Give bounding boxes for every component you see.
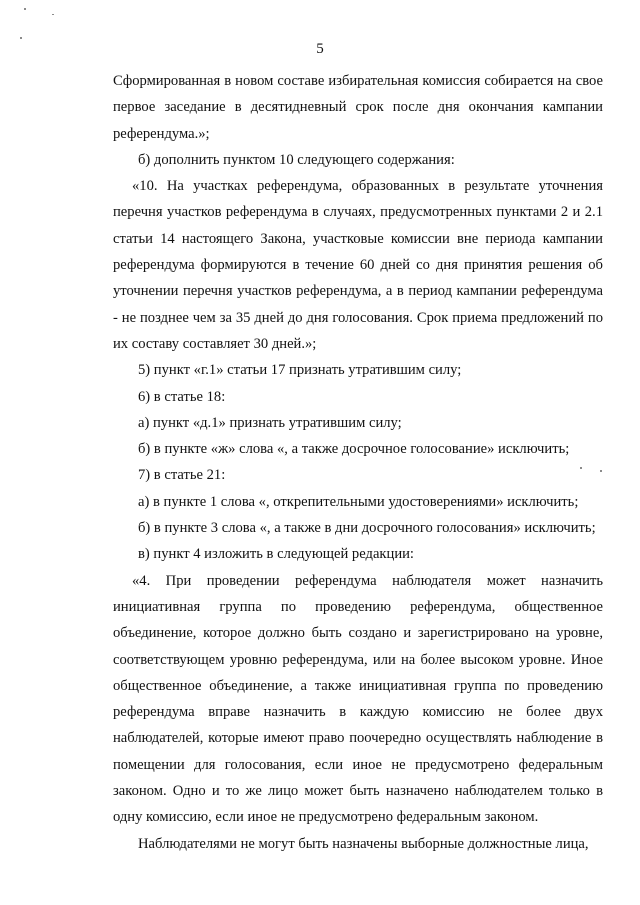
- paragraph: «4. При проведении референдума наблюдателя может назначить инициативная группа по проведению референдума, общественное объединение, которое должно быть создано и зарегистрировано на уровне, соответствующем уровню референдума, или на более высоком уровне. Иное общественное объединение, а также инициативная группа по проведению референдума вправе назначить в каждую комиссию не более двух наблюдателей, которые имеют право поочередно осуществлять наблюдение в помещении для голосования, если иное не предусмотрено федеральным законом. Одно и то же лицо может быть назначено наблюдателем только в одну комиссию, если иное не предусмотрено федеральным законом.: [113, 572, 603, 826]
- paragraph: 7) в статье 21:: [138, 467, 226, 484]
- paragraph: а) в пункте 1 слова «, открепительными удостоверениями» исключить;: [138, 493, 579, 510]
- paragraph: Наблюдателями не могут быть назначены выборные должностные лица,: [138, 835, 589, 852]
- paragraph: 5) пункт «г.1» статьи 17 признать утратившим силу;: [138, 362, 462, 379]
- scan-speck: [20, 37, 22, 39]
- paragraph: в) пункт 4 изложить в следующей редакции:: [138, 546, 414, 563]
- paragraph: а) пункт «д.1» признать утратившим силу;: [138, 414, 402, 431]
- page-number: 5: [316, 41, 324, 57]
- paragraph: «10. На участках референдума, образованных в результате уточнения перечня участков референдума в случаях, предусмотренных пунктами 2 и 2.1 статьи 14 настоящего Закона, участковые комиссии вне периода кампании референдума формируются в течение 60 дней со дня принятия решения об уточнении перечня участков референдума, а в период кампании референдума - не позднее чем за 35 дней до дня голосования. Срок приема предложений по их составу составляет 30 дней.»;: [113, 178, 603, 352]
- scan-speck: [24, 8, 26, 10]
- paragraph: 6) в статье 18:: [138, 388, 226, 405]
- scan-speck: [52, 14, 54, 15]
- paragraph: Сформированная в новом составе избирательная комиссия собирается на свое первое заседание в десятидневный срок после дня окончания кампании референдума.»;: [113, 73, 603, 142]
- paragraph: б) в пункте 3 слова «, а также в дни досрочного голосования» исключить;: [138, 520, 596, 537]
- document-body: [113, 68, 603, 857]
- paragraph: б) дополнить пунктом 10 следующего содержания:: [138, 151, 455, 168]
- paragraph: б) в пункте «ж» слова «, а также досрочное голосование» исключить;: [138, 441, 570, 458]
